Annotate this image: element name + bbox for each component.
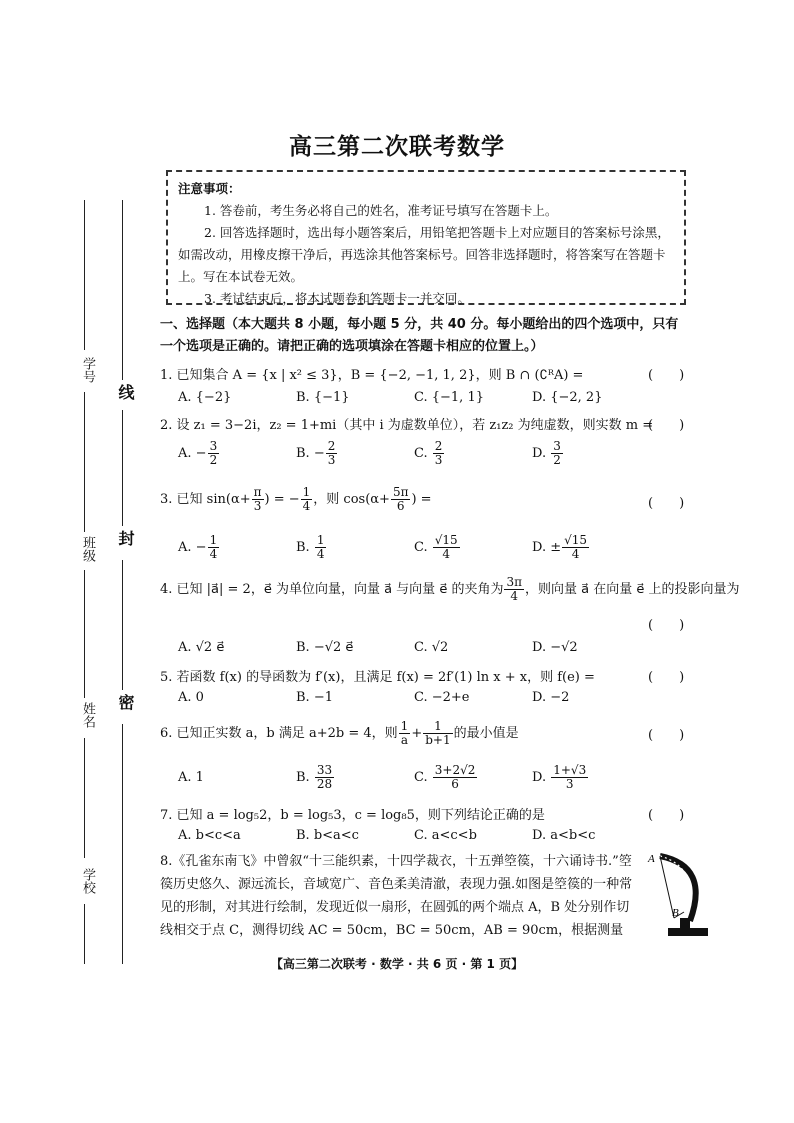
margin-label-name: 姓名 [80, 702, 95, 728]
answer-paren: ( ) [648, 418, 685, 433]
option: D. a<b<c [532, 828, 596, 843]
option: D. −√2 [532, 640, 578, 655]
fraction: $\frac{2}{3}$ [434, 439, 443, 467]
option: A. {−2} [178, 390, 232, 405]
margin-line-name [84, 738, 85, 858]
option: C. a<c<b [414, 828, 477, 843]
option: B. $\frac{33}{28}$ [296, 763, 333, 791]
option-label: D. [532, 446, 547, 461]
fraction: $\frac{2}{3}$ [327, 439, 336, 467]
point-a-label: A [648, 853, 655, 865]
margin-line-student-id-lower [84, 392, 85, 532]
option: D. {−2, 2} [532, 390, 603, 405]
option [178, 440, 220, 467]
margin-label-school: 学校 [80, 868, 95, 894]
konghou-figure [640, 846, 720, 946]
page-footer: 【高三第二次联考 · 数学 · 共 6 页 · 第 1 页】 [270, 957, 524, 971]
notice-item: 1. 答卷前，考生务必将自己的姓名，准考证号填写在答题卡上。 [204, 203, 558, 218]
option: A. √2 e⃗ [178, 640, 225, 655]
option [296, 440, 338, 467]
option: C. −2+e [414, 690, 470, 705]
answer-paren: ( ) [648, 368, 685, 383]
option-sign: − [313, 446, 325, 461]
option: B. {−1} [296, 390, 350, 405]
option: B. −√2 e⃗ [296, 640, 354, 655]
option: D. $\frac{1+√3}{3}$ [532, 763, 587, 791]
seal-mark-seal: 封 [116, 530, 135, 546]
margin-line-class [84, 570, 85, 698]
answer-paren: ( ) [648, 496, 685, 511]
notice-box [166, 170, 686, 305]
margin-line-student-id [84, 200, 85, 350]
margin-label-class: 班级 [80, 536, 95, 562]
seal-line-top [122, 200, 123, 380]
option-sign: − [195, 446, 207, 461]
answer-paren: ( ) [648, 670, 685, 685]
option: C. $\frac{3+2√2}{6}$ [414, 763, 476, 791]
option: D. −2 [532, 690, 570, 705]
option: A. 0 [178, 690, 204, 705]
option: D. ± $\frac{√15}{4}$ [532, 533, 588, 561]
question-4-stem: 4. 已知 |a⃗| = 2，e⃗ 为单位向量，向量 a⃗ 与向量 e⃗ 的夹角为 $\frac{3\pi}{4}$ ，则向量 a⃗ 在向量 e⃗ 上的投影向量为 [160, 575, 740, 603]
seal-mark-secret: 密 [116, 694, 135, 710]
option: C. {−1, 1} [414, 390, 484, 405]
option: B. $\frac{1}{4}$ [296, 533, 325, 561]
answer-paren: ( ) [648, 728, 685, 743]
question-5-stem: 5. 若函数 f(x) 的导函数为 f′(x)，且满足 f(x) = 2f′(1) ln x + x，则 f(e) = [160, 670, 595, 685]
answer-paren: ( ) [648, 808, 685, 823]
point-b-label: B [672, 907, 679, 919]
notice-item: 2. 回答选择题时，选出每小题答案后，用铅笔把答题卡上对应题目的答案标号涂黑，如需改动，用橡皮擦干净后，再选涂其他答案标号。回答非选择题时，将答案写在答题卡上。写在本试卷无效。 [178, 225, 670, 284]
page-title: 高三第二次联考数学 [289, 134, 505, 160]
answer-paren: ( ) [648, 618, 685, 633]
margin-label-student-id: 学号 [80, 357, 95, 383]
notice-heading: 注意事项： [178, 181, 241, 196]
option: B. −1 [296, 690, 333, 705]
question-7-stem: 7. 已知 a = log₅2，b = log₅3，c = log₈5，则下列结论正确的是 [160, 808, 545, 823]
option: C. $\frac{√15}{4}$ [414, 533, 458, 561]
option: A. − $\frac{1}{4}$ [178, 533, 218, 561]
section-heading: 一、选择题（本大题共 8 小题，每小题 5 分，共 40 分。每小题给出的四个选项中，只有一个选项是正确的。请把正确的选项填涂在答题卡相应的位置上。） [160, 317, 679, 354]
option-label: C. [414, 446, 428, 461]
option: C. √2 [414, 640, 449, 655]
option [532, 440, 564, 467]
question-3-stem: 3. 已知 sin(α+ $\frac{\pi}{3}$ ) = − $\frac{1}{4}$ ，则 cos(α+ $\frac{5\pi}{6}$ ) = [160, 485, 432, 513]
fraction: $\frac{3}{2}$ [209, 439, 218, 467]
seal-mark-line: 线 [116, 384, 135, 400]
notice-item: 3. 考试结束后，将本试题卷和答题卡一并交回。 [204, 291, 470, 306]
option: B. b<a<c [296, 828, 359, 843]
option-label: A. [178, 446, 192, 461]
option: A. b<c<a [178, 828, 241, 843]
option [414, 440, 445, 467]
fraction: $\frac{3}{2}$ [553, 439, 561, 467]
seal-line-bottom [122, 724, 123, 964]
seal-line-mid [122, 410, 123, 526]
question-2-stem: 2. 设 z₁ = 3−2i，z₂ = 1+mi（其中 i 为虚数单位），若 z₁z₂ 为纯虚数，则实数 m = [160, 418, 654, 433]
question-8-text: 8.《孔雀东南飞》中曾叙“十三能织素，十四学裁衣，十五弹箜篌，十六诵诗书.”箜篌历史悠久、源远流长，音域宽广、音色柔美清澈，表现力强.如图是箜篌的一种常见的形制，对其进行绘制，发现近似一扇形，在圆弧的两个端点 A，B 处分别作切线相交于点 C，测得切线 AC = 50cm，BC = 50cm，AB = 90cm，根据测量 [160, 854, 633, 938]
question-1-stem: 1. 已知集合 A = {x | x² ≤ 3}，B = {−2, −1, 1, 2}，则 B ∩ (∁ᴿA) = [160, 368, 584, 383]
option-label: B. [296, 446, 310, 461]
seal-line-lower [122, 560, 123, 690]
option: A. 1 [178, 770, 204, 785]
question-6-stem: 6. 已知正实数 a，b 满足 a+2b = 4，则 $\frac{1}{a}$ + $\frac{1}{b+1}$ 的最小值是 [160, 719, 519, 747]
